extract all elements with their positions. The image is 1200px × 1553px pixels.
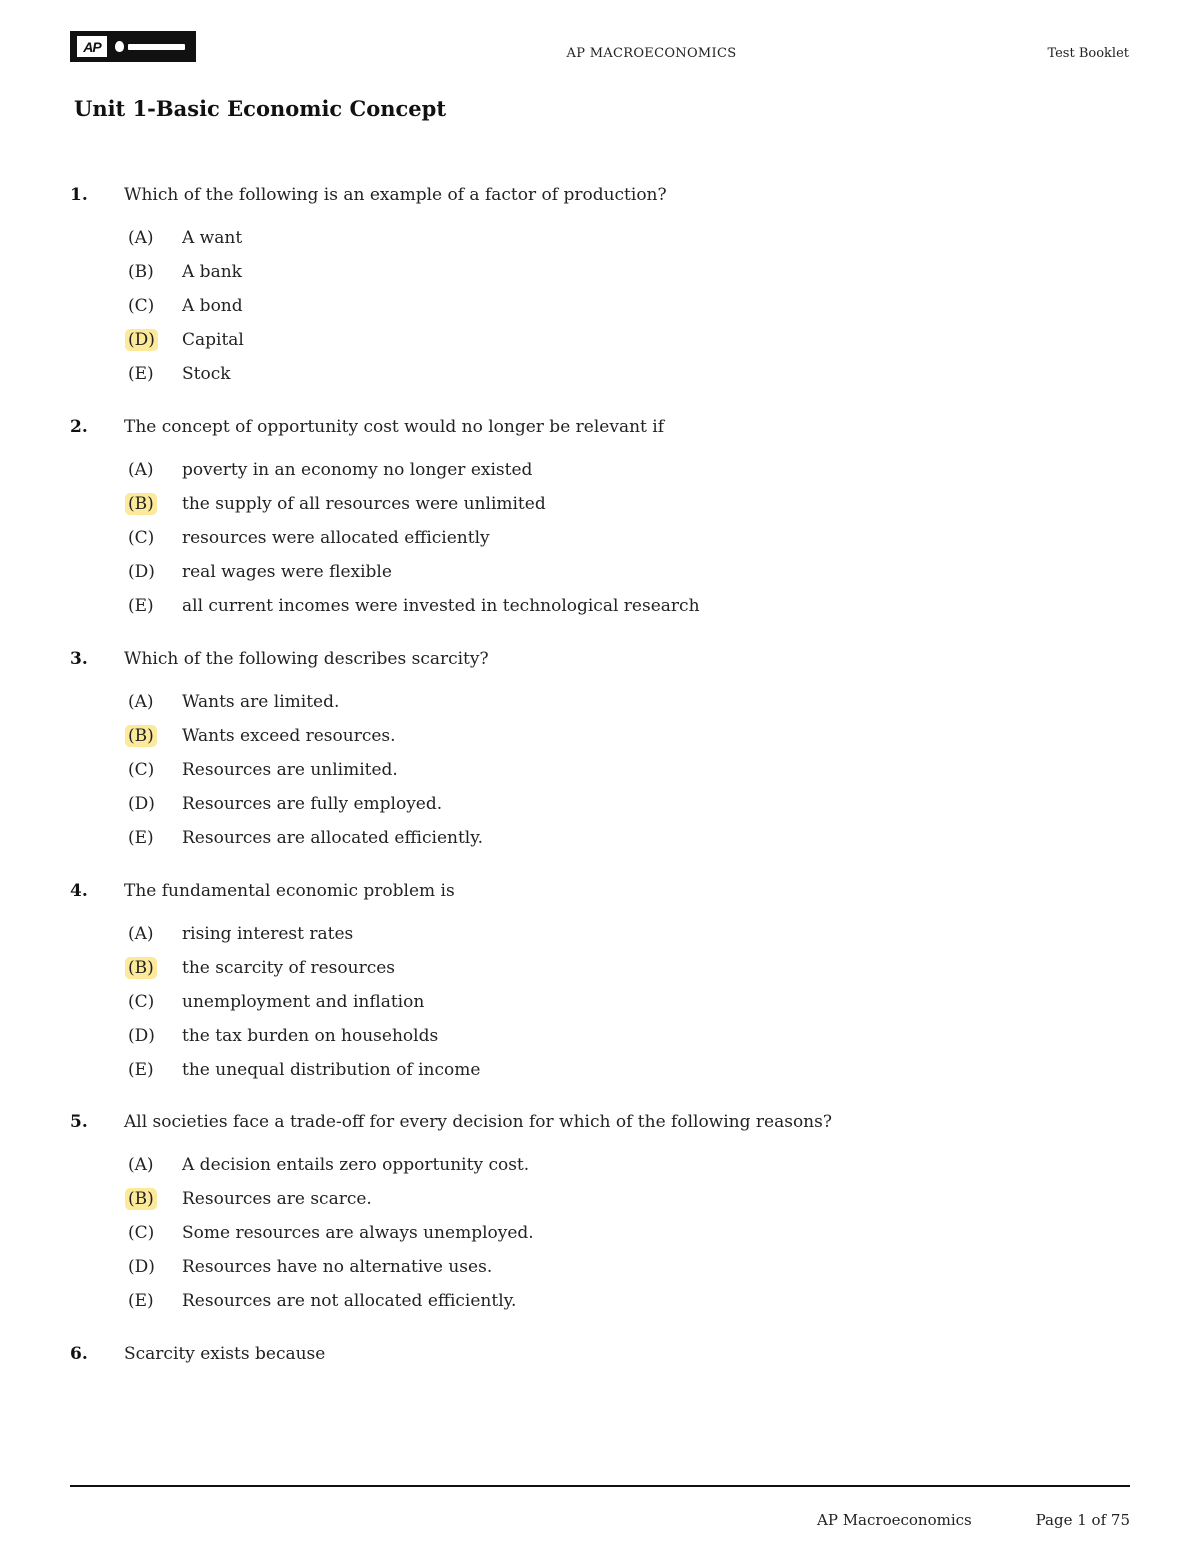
option-letter: (E) — [128, 828, 154, 848]
option-letter: (C) — [128, 992, 155, 1012]
option-text: Some resources are always unemployed. — [182, 1223, 534, 1243]
ap-logo-mark: AP — [77, 36, 107, 57]
option-letter: (C) — [128, 296, 155, 316]
option-text: Resources are unlimited. — [182, 760, 398, 780]
option-letter: (A) — [128, 692, 154, 712]
option-letter: (D) — [128, 1026, 155, 1046]
option-letter: (E) — [128, 1291, 154, 1311]
option-text: real wages were flexible — [182, 562, 392, 582]
header-subject: AP MACROECONOMICS — [566, 46, 737, 61]
footer-subject: AP Macroeconomics — [817, 1511, 972, 1529]
option-letter-highlighted: (B) — [125, 493, 157, 515]
option-b[interactable] — [70, 487, 1130, 521]
option-text: poverty in an economy no longer existed — [182, 460, 533, 480]
option-c[interactable] — [70, 289, 1130, 323]
option-text: Wants exceed resources. — [182, 726, 396, 746]
option-d[interactable] — [70, 1250, 1130, 1284]
option-text: rising interest rates — [182, 924, 354, 944]
option-letter: (A) — [128, 460, 154, 480]
option-text: Resources are fully employed. — [182, 794, 443, 814]
option-letter: (E) — [128, 364, 154, 384]
option-text: Resources have no alternative uses. — [182, 1257, 493, 1277]
option-c[interactable] — [70, 1216, 1130, 1250]
option-e[interactable] — [70, 1284, 1130, 1318]
option-a[interactable] — [70, 1148, 1130, 1182]
option-letter: (A) — [128, 924, 154, 944]
question-2 — [70, 417, 1130, 623]
option-letter: (C) — [128, 1223, 155, 1243]
option-b[interactable] — [70, 255, 1130, 289]
option-d[interactable] — [70, 1019, 1130, 1053]
question-text: Scarcity exists because — [124, 1344, 326, 1364]
option-text: A bank — [182, 262, 242, 282]
option-letter: (D) — [128, 562, 155, 582]
option-a[interactable] — [70, 917, 1130, 951]
question-number: 4. — [70, 881, 88, 901]
unit-title: Unit 1-Basic Economic Concept — [74, 96, 447, 121]
option-text: Resources are scarce. — [182, 1189, 372, 1209]
question-number: 3. — [70, 649, 88, 669]
option-text: all current incomes were invested in technological research — [182, 596, 700, 616]
question-text: Which of the following describes scarcity? — [124, 649, 489, 669]
option-text: unemployment and inflation — [182, 992, 425, 1012]
option-letter: (E) — [128, 1060, 154, 1080]
option-text: A want — [182, 228, 243, 248]
question-number: 6. — [70, 1344, 88, 1364]
option-e[interactable] — [70, 589, 1130, 623]
question-text: Which of the following is an example of a factor of production? — [124, 185, 667, 205]
option-c[interactable] — [70, 985, 1130, 1019]
option-letter-highlighted: (B) — [125, 725, 157, 747]
question-4 — [70, 881, 1130, 1087]
option-text: Resources are allocated efficiently. — [182, 828, 483, 848]
question-1 — [70, 185, 1130, 391]
option-letter: (D) — [128, 1257, 155, 1277]
option-b[interactable] — [70, 951, 1130, 985]
option-a[interactable] — [70, 685, 1130, 719]
option-text: Resources are not allocated efficiently. — [182, 1291, 517, 1311]
option-letter: (B) — [128, 262, 154, 282]
option-a[interactable] — [70, 221, 1130, 255]
option-text: Stock — [182, 364, 231, 384]
question-text: The fundamental economic problem is — [124, 881, 455, 901]
option-b[interactable] — [70, 1182, 1130, 1216]
option-d[interactable] — [70, 555, 1130, 589]
option-text: Wants are limited. — [182, 692, 340, 712]
option-letter: (A) — [128, 228, 154, 248]
question-number: 1. — [70, 185, 88, 205]
option-text: resources were allocated efficiently — [182, 528, 490, 548]
option-text: Capital — [182, 330, 244, 350]
option-text: the supply of all resources were unlimited — [182, 494, 546, 514]
option-text: the scarcity of resources — [182, 958, 396, 978]
option-e[interactable] — [70, 357, 1130, 391]
option-letter-highlighted: (D) — [125, 329, 158, 351]
option-letter: (C) — [128, 528, 155, 548]
option-text: A decision entails zero opportunity cost. — [182, 1155, 530, 1175]
question-6 — [70, 1344, 1130, 1380]
question-text: The concept of opportunity cost would no longer be relevant if — [124, 417, 664, 437]
question-text: All societies face a trade-off for every decision for which of the following reasons? — [124, 1112, 832, 1132]
option-text: A bond — [182, 296, 243, 316]
option-d[interactable] — [70, 323, 1130, 357]
footer-divider — [70, 1485, 1130, 1487]
option-e[interactable] — [70, 821, 1130, 855]
option-letter: (A) — [128, 1155, 154, 1175]
option-c[interactable] — [70, 753, 1130, 787]
option-text: the unequal distribution of income — [182, 1060, 481, 1080]
option-e[interactable] — [70, 1053, 1130, 1087]
option-letter: (E) — [128, 596, 154, 616]
option-d[interactable] — [70, 787, 1130, 821]
question-number: 2. — [70, 417, 88, 437]
option-b[interactable] — [70, 719, 1130, 753]
question-number: 5. — [70, 1112, 88, 1132]
option-letter: (D) — [128, 794, 155, 814]
header-booklet-label: Test Booklet — [1047, 46, 1129, 61]
option-letter-highlighted: (B) — [125, 957, 157, 979]
option-letter: (C) — [128, 760, 155, 780]
option-c[interactable] — [70, 521, 1130, 555]
page-number: Page 1 of 75 — [1035, 1511, 1130, 1529]
option-text: the tax burden on households — [182, 1026, 439, 1046]
question-3 — [70, 649, 1130, 855]
option-letter-highlighted: (B) — [125, 1188, 157, 1210]
option-a[interactable] — [70, 453, 1130, 487]
question-5 — [70, 1112, 1130, 1318]
